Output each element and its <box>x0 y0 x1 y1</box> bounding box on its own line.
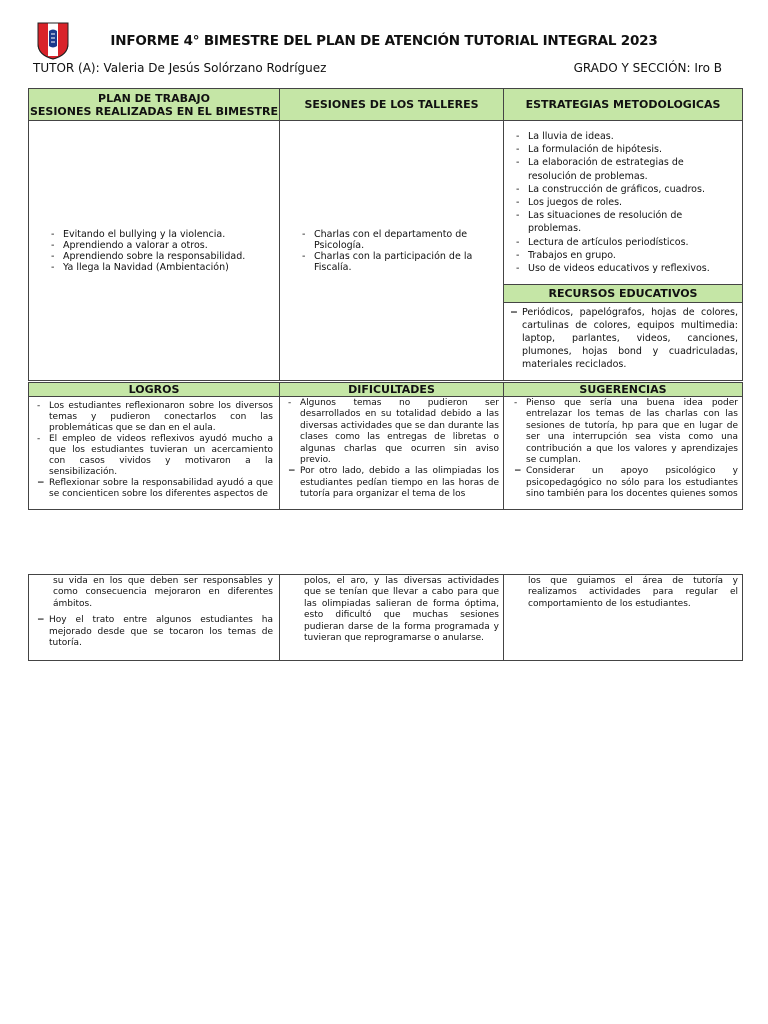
list-item: - La elaboración de estrategias de resolución de problemas. <box>514 156 732 182</box>
header-plan-line1: PLAN DE TRABAJO <box>98 91 210 105</box>
header-recursos: RECURSOS EDUCATIVOS <box>504 285 743 303</box>
list-item: − Periódicos, papelógrafos, hojas de colores, cartulinas de colores, equipos multimedia: laptop, parlantes, videos, canciones, plumones, hojas bond y cuadriculadas, materiales reciclados. <box>508 306 738 371</box>
header-dificultades: DIFICULTADES <box>280 383 504 397</box>
plan-table <box>28 88 743 381</box>
logros-list <box>35 401 273 500</box>
header-estrategias: ESTRATEGIAS METODOLOGICAS <box>504 89 743 121</box>
recursos-cell <box>504 303 743 381</box>
logros-continued-cell <box>29 575 280 661</box>
sugerencias-continued-text: los que guiamos el área de tutoría y realizamos actividades para regular el comportamiento de los estudiantes. <box>528 576 738 609</box>
sesiones-cell <box>29 121 280 381</box>
list-item: - Trabajos en grupo. <box>514 249 732 262</box>
list-item: − Por otro lado, debido a las olimpiadas los estudiantes pedían tiempo en las horas de tutoría para organizar el tema de los <box>286 466 499 500</box>
logros-continued-text: su vida en los que deben ser responsables y como consecuencia mejoraron en diferentes ámbitos. <box>53 576 273 609</box>
list-item: - Los estudiantes reflexionaron sobre los diversos temas y pudieron conectarlos con las problemáticas que se dan en el aula. <box>35 401 273 434</box>
talleres-list <box>300 229 489 273</box>
continuation-table <box>28 574 743 661</box>
list-item: - Aprendiendo a valorar a otros. <box>49 240 273 251</box>
list-item: - Los juegos de roles. <box>514 196 732 209</box>
estrategias-cell <box>504 121 743 285</box>
list-item: - El empleo de videos reflexivos ayudó mucho a que los estudiantes tuvieran un acercamiento con casos vividos y motivaron a la sensibilización. <box>35 434 273 478</box>
list-item: − Reflexionar sobre la responsabilidad ayudó a que se concienticen sobre los diferentes aspectos de <box>35 478 273 500</box>
document-title: INFORME 4° BIMESTRE DEL PLAN DE ATENCIÓN TUTORIAL INTEGRAL 2023 <box>110 33 658 49</box>
header-plan-trabajo <box>29 89 280 121</box>
dificultades-continued-text: polos, el aro, y las diversas actividades que se tenían que llevar a cabo para que las olimpiadas salieran de forma óptima, esto dificultó que muchas sesiones pudieran darse de la forma programada y tuvieran que reprogramarse o anularse. <box>304 576 499 644</box>
list-item: - Pienso que sería una buena idea poder entrelazar los temas de las charlas con las sesiones de tutoría, hp para que en lugar de ser una interrupción sea vista como una contribución a que los valores y aprendizajes se cumplan. <box>512 398 738 466</box>
list-item: - Evitando el bullying y la violencia. <box>49 229 273 240</box>
list-item: − Hoy el trato entre algunos estudiantes ha mejorado desde que se tocaron los temas de tutoría. <box>35 615 273 649</box>
header-talleres: SESIONES DE LOS TALLERES <box>280 89 504 121</box>
list-item: - Lectura de artículos periodísticos. <box>514 236 732 249</box>
list-item: - Aprendiendo sobre la responsabilidad. <box>49 251 273 262</box>
list-item: - La construcción de gráficos, cuadros. <box>514 183 732 196</box>
evaluation-table <box>28 382 743 510</box>
list-item: - Algunos temas no pudieron ser desarrollados en su totalidad debido a las diversas actividades que se dan durante las clases como las entregas de libretas o algunas charlas que ocurren sin aviso previo. <box>286 398 499 466</box>
recursos-list <box>508 306 738 371</box>
estrategias-list <box>514 130 732 275</box>
header-plan-line2: SESIONES REALIZADAS EN EL BIMESTRE <box>29 104 278 118</box>
list-item: - Uso de videos educativos y reflexivos. <box>514 262 732 275</box>
dificultades-continued-cell <box>280 575 504 661</box>
sugerencias-continued-cell <box>504 575 743 661</box>
sesiones-list <box>49 229 273 273</box>
header-sugerencias: SUGERENCIAS <box>504 383 743 397</box>
tutor-name: TUTOR (A): Valeria De Jesús Solórzano Rodríguez <box>33 61 327 75</box>
dificultades-list <box>286 398 499 501</box>
talleres-cell <box>280 121 504 381</box>
header-logros: LOGROS <box>29 383 280 397</box>
list-item: - Ya llega la Navidad (Ambientación) <box>49 262 273 273</box>
sugerencias-cell <box>504 397 743 510</box>
list-item: - La lluvia de ideas. <box>514 130 732 143</box>
sugerencias-list <box>512 398 738 501</box>
grade-section: GRADO Y SECCIÓN: Iro B <box>573 61 722 75</box>
dificultades-cell <box>280 397 504 510</box>
list-item: - Las situaciones de resolución de problemas. <box>514 209 732 235</box>
list-item: - Charlas con el departamento de Psicología. <box>300 229 489 251</box>
list-item: - La formulación de hipótesis. <box>514 143 732 156</box>
logros-cell <box>29 397 280 510</box>
logros-extra-list <box>35 615 273 649</box>
list-item: - Charlas con la participación de la Fiscalía. <box>300 251 489 273</box>
list-item: − Considerar un apoyo psicológico y psicopedagógico no sólo para los estudiantes sino también para los docentes quienes somos <box>512 466 738 500</box>
